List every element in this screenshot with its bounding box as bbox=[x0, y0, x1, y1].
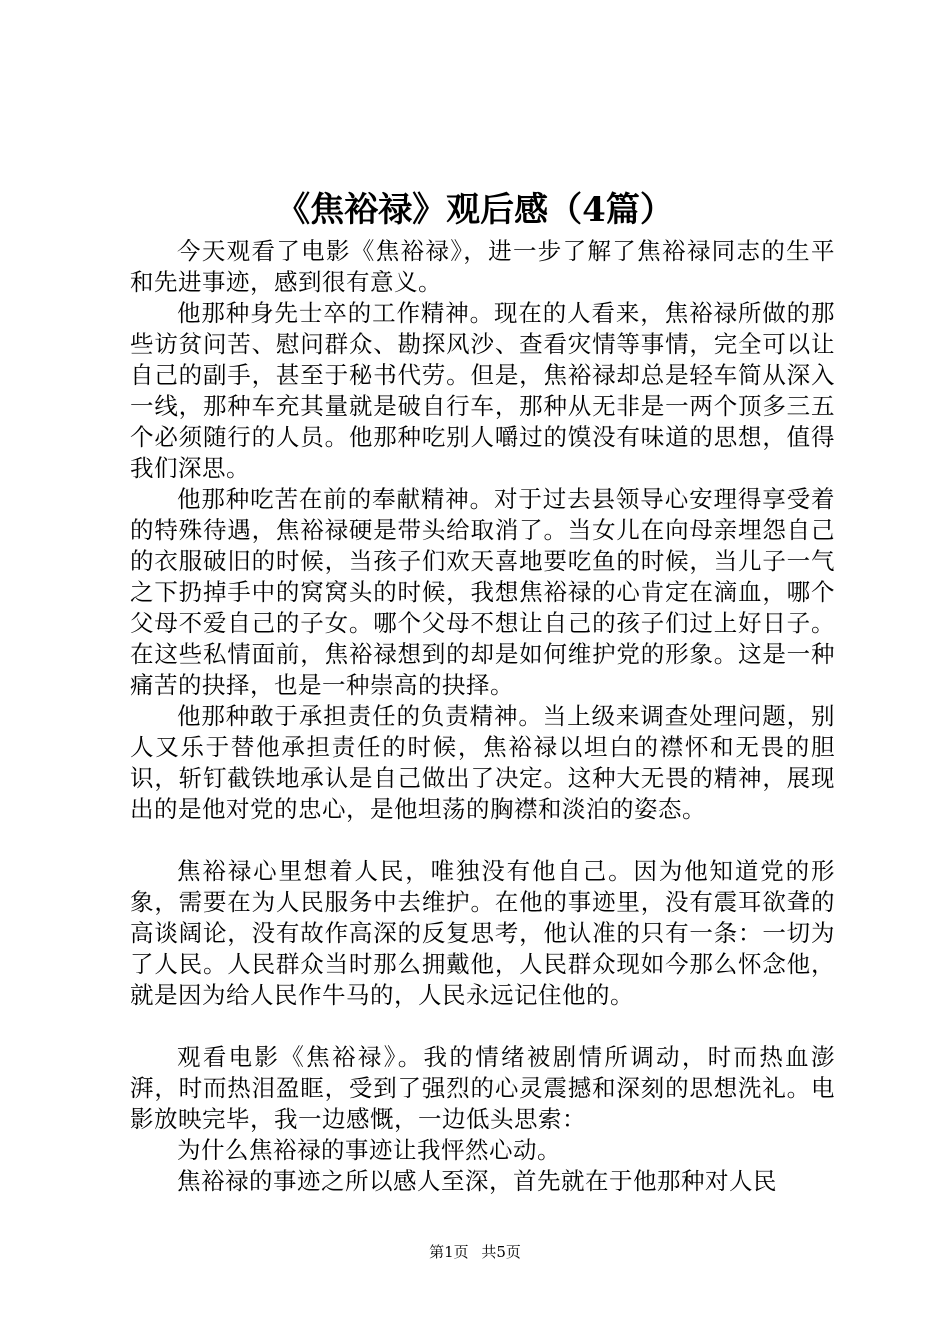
document-title: 《焦裕禄》观后感（4篇） bbox=[276, 190, 674, 230]
paragraph: 焦裕禄的事迹之所以感人至深，首先就在于他那种对人民 bbox=[177, 1167, 777, 1195]
paragraph: 为什么焦裕禄的事迹让我怦然心动。 bbox=[177, 1136, 561, 1164]
page-footer bbox=[0, 1242, 950, 1262]
paragraph: 焦裕禄心里想着人民，唯独没有他自己。因为他知道党的形象，需要在为人民服务中去维护。在他的事迹里，没有震耳欲聋的高谈阔论，没有故作高深的反复思考，他认准的只有一条：一切为了人民。人民群众当时那么拥戴他，人民群众现如今那么怀念他，就是因为给人民作牛马的，人民永远记住他的。 bbox=[130, 857, 835, 1009]
paragraph: 他那种身先士卒的工作精神。现在的人看来，焦裕禄所做的那些访贫问苦、慰问群众、勘探风沙、查看灾情等事情，完全可以让自己的副手，甚至于秘书代劳。但是，焦裕禄却总是轻车简从深入一线，那种车充其量就是破自行车，那种从无非是一两个顶多三五个必须随行的人员。他那种吃别人嚼过的馍没有味道的思想，值得我们深思。 bbox=[130, 299, 835, 482]
paragraph: 观看电影《焦裕禄》。我的情绪被剧情所调动，时而热血澎湃，时而热泪盈眶，受到了强烈的心灵震撼和深刻的思想洗礼。电影放映完毕，我一边感慨，一边低头思索： bbox=[130, 1043, 835, 1133]
paragraph: 他那种吃苦在前的奉献精神。对于过去县领导心安理得享受着的特殊待遇，焦裕禄硬是带头给取消了。当女儿在向母亲埋怨自己的衣服破旧的时候，当孩子们欢天喜地要吃鱼的时候，当儿子一气之下扔掉手中的窝窝头的时候，我想焦裕禄的心肯定在滴血，哪个父母不爱自己的子女。哪个父母不想让自己的孩子们过上好日子。在这些私情面前，焦裕禄想到的却是如何维护党的形象。这是一种痛苦的抉择，也是一种崇高的抉择。 bbox=[130, 485, 835, 699]
page-number: 第1页 bbox=[429, 1243, 469, 1261]
paragraph: 今天观看了电影《焦裕禄》，进一步了解了焦裕禄同志的生平和先进事迹，感到很有意义。 bbox=[130, 237, 835, 296]
paragraph: 他那种敢于承担责任的负责精神。当上级来调查处理问题，别人又乐于替他承担责任的时候，焦裕禄以坦白的襟怀和无畏的胆识，斩钉截铁地承认是自己做出了决定。这种大无畏的精神，展现出的是他对党的忠心，是他坦荡的胸襟和淡泊的姿态。 bbox=[130, 702, 835, 823]
page-total: 共5页 bbox=[481, 1243, 521, 1261]
document-body bbox=[130, 236, 835, 1197]
